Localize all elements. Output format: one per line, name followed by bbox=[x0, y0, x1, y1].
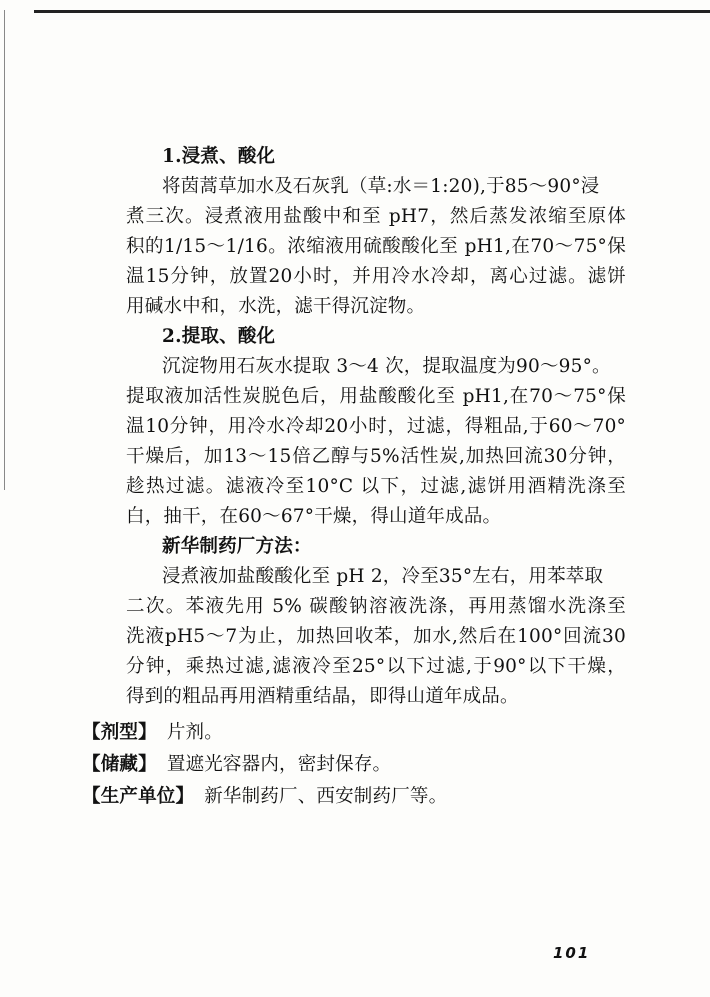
producer-entry bbox=[82, 782, 642, 812]
storage-entry bbox=[82, 750, 642, 780]
top-rule bbox=[34, 10, 710, 13]
dosage-form-value: 片剂。 bbox=[166, 722, 223, 743]
dosage-form-entry bbox=[82, 718, 642, 748]
section3-line-5: 得到的粗品再用酒精重结晶，即得山道年成品。 bbox=[126, 686, 519, 707]
section3-line-4: 分钟，乘热过滤,滤液冷至25°以下过滤,于90°以下干燥， bbox=[126, 656, 626, 677]
section1-heading: 1.浸煮、酸化 bbox=[162, 146, 276, 167]
storage-label: 【储藏】 bbox=[82, 754, 157, 775]
left-margin-line bbox=[4, 10, 5, 490]
section1-line-2: 煮三次。浸煮液用盐酸中和至 pH7，然后蒸发浓缩至原体 bbox=[126, 206, 626, 227]
section3-line-1: 浸煮液加盐酸酸化至 pH 2，冷至35°左右，用苯萃取 bbox=[162, 566, 604, 587]
producer-label: 【生产单位】 bbox=[82, 786, 195, 807]
section1-line-3: 积的1/15～1/16。浓缩液用硫酸酸化至 pH1,在70～75°保 bbox=[126, 236, 626, 257]
section1-line-4: 温15分钟，放置20小时，并用冷水冷却，离心过滤。滤饼 bbox=[126, 266, 626, 287]
section3-line-3: 洗液pH5～7为止，加热回收苯，加水,然后在100°回流30 bbox=[126, 626, 626, 647]
storage-value: 置遮光容器内，密封保存。 bbox=[166, 754, 392, 775]
section3-line-2: 二次。苯液先用 5% 碳酸钠溶液洗涤，再用蒸馏水洗涤至 bbox=[126, 596, 626, 617]
section2-line-5: 趁热过滤。滤液冷至10°C 以下，过滤,滤饼用酒精洗涤至 bbox=[126, 476, 626, 497]
producer-value: 新华制药厂、西安制药厂等。 bbox=[204, 786, 448, 807]
section3-heading: 新华制药厂方法： bbox=[162, 536, 312, 557]
section2-line-6: 白，抽干，在60～67°干燥，得山道年成品。 bbox=[126, 506, 502, 527]
section1-line-5: 用碱水中和，水洗，滤干得沉淀物。 bbox=[126, 296, 426, 317]
dosage-form-label: 【剂型】 bbox=[82, 722, 157, 743]
section2-line-1: 沉淀物用石灰水提取 3～4 次，提取温度为90～95°。 bbox=[162, 356, 611, 377]
section2-heading: 2.提取、酸化 bbox=[162, 326, 276, 347]
page-number: 101 bbox=[553, 944, 591, 962]
section2-line-4: 干燥后，加13～15倍乙醇与5%活性炭,加热回流30分钟， bbox=[126, 446, 626, 467]
section2-line-2: 提取液加活性炭脱色后，用盐酸酸化至 pH1,在70～75°保 bbox=[126, 386, 626, 407]
section1-line-1: 将茵蒿草加水及石灰乳（草:水＝1:20),于85～90°浸 bbox=[162, 176, 600, 197]
section2-line-3: 温10分钟，用冷水冷却20小时，过滤，得粗品,于60～70° bbox=[126, 416, 626, 437]
